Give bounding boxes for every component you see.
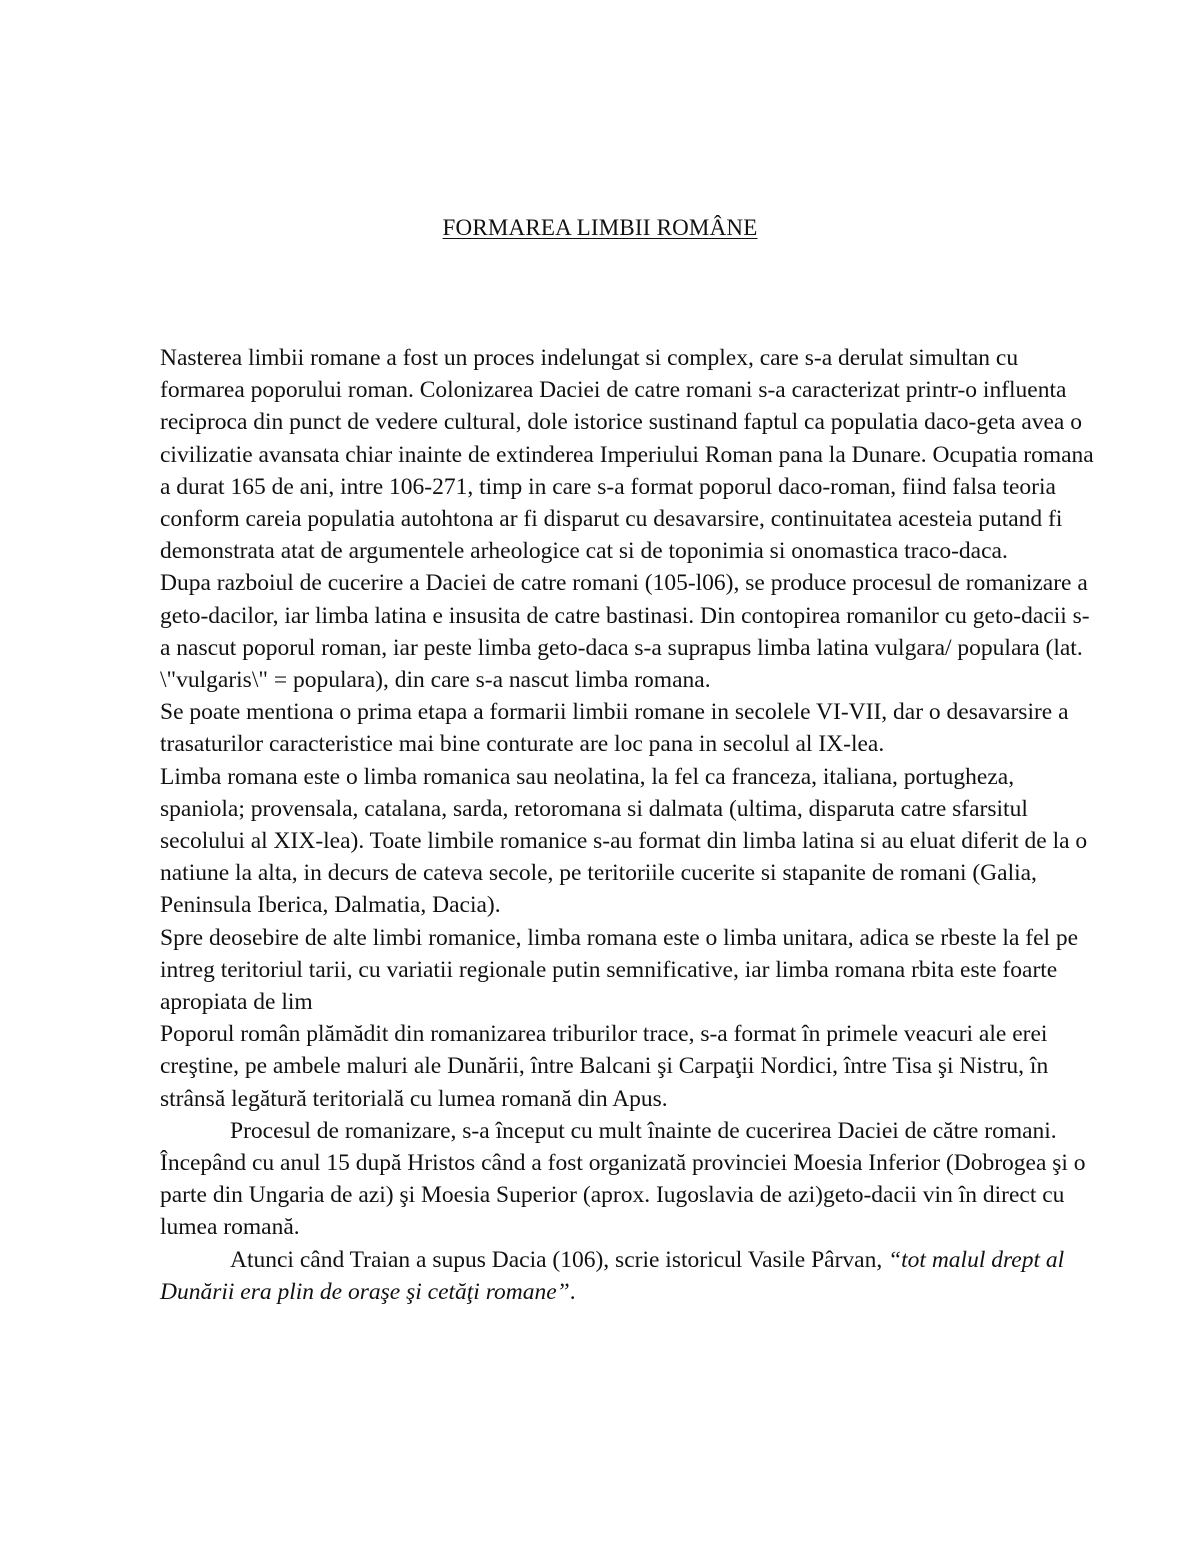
paragraph-8-text: Atunci când Traian a supus Dacia (106), scrie istoricul Vasile Pârvan, <box>230 1246 889 1273</box>
document-title: FORMAREA LIMBII ROMÂNE <box>442 215 758 240</box>
paragraph-8-quote: “tot malul drept al Dunării era plin de oraşe şi cetăţi romane” <box>160 1246 1065 1305</box>
document-body <box>160 342 1100 1308</box>
paragraph-6: Poporul român plămădit din romanizarea triburilor trace, s-a format în primele veacuri ale erei creştine, pe ambele maluri ale Dunării, între Balcani şi Carpaţii Nordici, între Tisa şi Nistru, în strânsă legătură teritorială cu lumea romană din Apus. <box>160 1021 1049 1112</box>
paragraph-1: Nasterea limbii romane a fost un proces indelungat si complex, care s-a derulat simultan cu formarea poporului roman. Colonizarea Daciei de catre romani s-a caracterizat printr-o influenta reciproca din punct de vedere cultural, dole istorice sustinand faptul ca populatia daco-geta avea o civilizatie avansata chiar inainte de extinderea Imperiului Roman pana la Dunare. Ocupatia romana a durat 165 de ani, intre 106-271, timp in care s-a format poporul daco-roman, fiind falsa teoria conform careia populatia autohtona ar fi disparut cu desavarsire, continuitatea acesteia putand fi demonstrata atat de argumentele arheologice cat si de toponimia si onomastica traco-daca. <box>160 345 1094 565</box>
paragraph-8-end: . <box>569 1278 576 1305</box>
paragraph-4: Limba romana este o limba romanica sau neolatina, la fel ca franceza, italiana, portugheza, spaniola; provensala, catalana, sarda, retoromana si dalmata (ultima, disparuta catre sfarsitul secolului al XIX-lea). Toate limbile romanice s-au format din limba latina si au eluat diferit de la o natiune la alta, in decurs de cateva secole, pe teritoriile cucerite si stapanite de romani (Galia, Peninsula Iberica, Dalmatia, Dacia). <box>160 763 1088 919</box>
paragraph-3: Se poate mentiona o prima etapa a formarii limbii romane in secolele VI-VII, dar o desavarsire a trasaturilor caracteristice mai bine conturate are loc pana in secolul al IX-lea. <box>160 699 1069 758</box>
paragraph-7: Procesul de romanizare, s-a început cu mult înainte de cucerirea Daciei de către romani. Începând cu anul 15 după Hristos când a fost organizată provinciei Moesia Inferior (Dobrogea şi o parte din Ungaria de azi) şi Moesia Superior (aprox. Iugoslavia de azi)geto-dacii vin în direct cu lumea romană. <box>160 1117 1086 1241</box>
paragraph-8 <box>160 1244 1100 1308</box>
paragraph-2: Dupa razboiul de cucerire a Daciei de catre romani (105-l06), se produce procesul de romanizare a geto-dacilor, iar limba latina e insusita de catre bastinasi. Din contopirea romanilor cu geto-dacii s-a nascut poporul roman, iar peste limba geto-daca s-a suprapus limba latina vulgara/ populara (lat. \"vulgaris\" = populara), din care s-a nascut limba romana. <box>160 570 1090 694</box>
paragraph-5: Spre deosebire de alte limbi romanice, limba romana este o limba unitara, adica se rbeste la fel pe intreg teritoriul tarii, cu variatii regionale putin semnificative, iar limba romana rbita este foarte apropiata de lim <box>160 924 1079 1016</box>
